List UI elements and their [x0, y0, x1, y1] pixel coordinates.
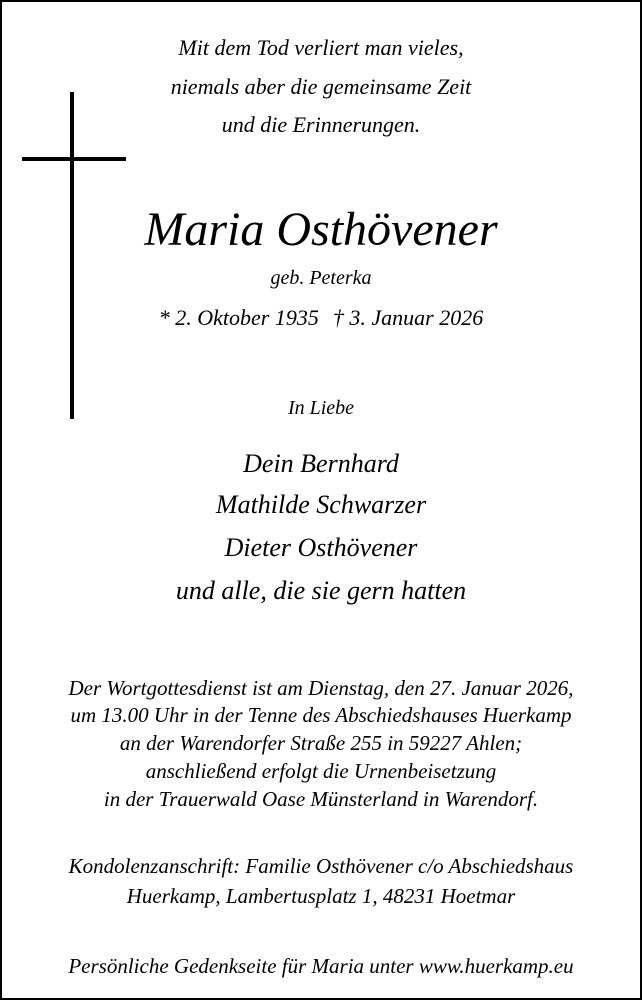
mourner: und alle, die sie gern hatten: [175, 576, 467, 605]
service-info-line: anschließend erfolgt die Urnenbeisetzung: [145, 759, 497, 783]
verse-line: und die Erinnerungen.: [221, 112, 421, 137]
maiden-name: geb. Peterka: [270, 267, 372, 289]
service-info-line: in der Trauerwald Oase Münsterland in Warendorf.: [103, 787, 539, 811]
verse-line: Mit dem Tod verliert man vieles,: [178, 35, 464, 60]
death-date: † 3. Januar 2026: [332, 305, 484, 330]
mourner: Dein Bernhard: [243, 449, 399, 478]
mourner: Dieter Osthövener: [224, 533, 418, 562]
in-love-line: In Liebe: [287, 397, 355, 419]
condolence-address-line: Kondolenzanschrift: Familie Osthövener c/o Abschiedshaus: [68, 854, 574, 878]
service-info-line: um 13.00 Uhr in der Tenne des Abschiedshauses Huerkamp: [70, 703, 572, 727]
birth-date: * 2. Oktober 1935: [158, 305, 319, 330]
memorial-page-line: Persönliche Gedenkseite für Maria unter www.huerkamp.eu: [68, 954, 574, 978]
service-info-line: an der Warendorfer Straße 255 in 59227 Ahlen;: [119, 731, 523, 755]
life-dates: [2, 305, 640, 331]
verse-line: niemals aber die gemeinsame Zeit: [170, 74, 472, 99]
condolence-address-line: Huerkamp, Lambertusplatz 1, 48231 Hoetmar: [126, 884, 516, 908]
mourner: Mathilde Schwarzer: [215, 490, 427, 519]
cross-horizontal-bar: [22, 157, 126, 161]
service-info-line: Der Wortgottesdienst ist am Dienstag, den 27. Januar 2026,: [68, 676, 574, 700]
deceased-name: Maria Osthövener: [144, 203, 498, 256]
